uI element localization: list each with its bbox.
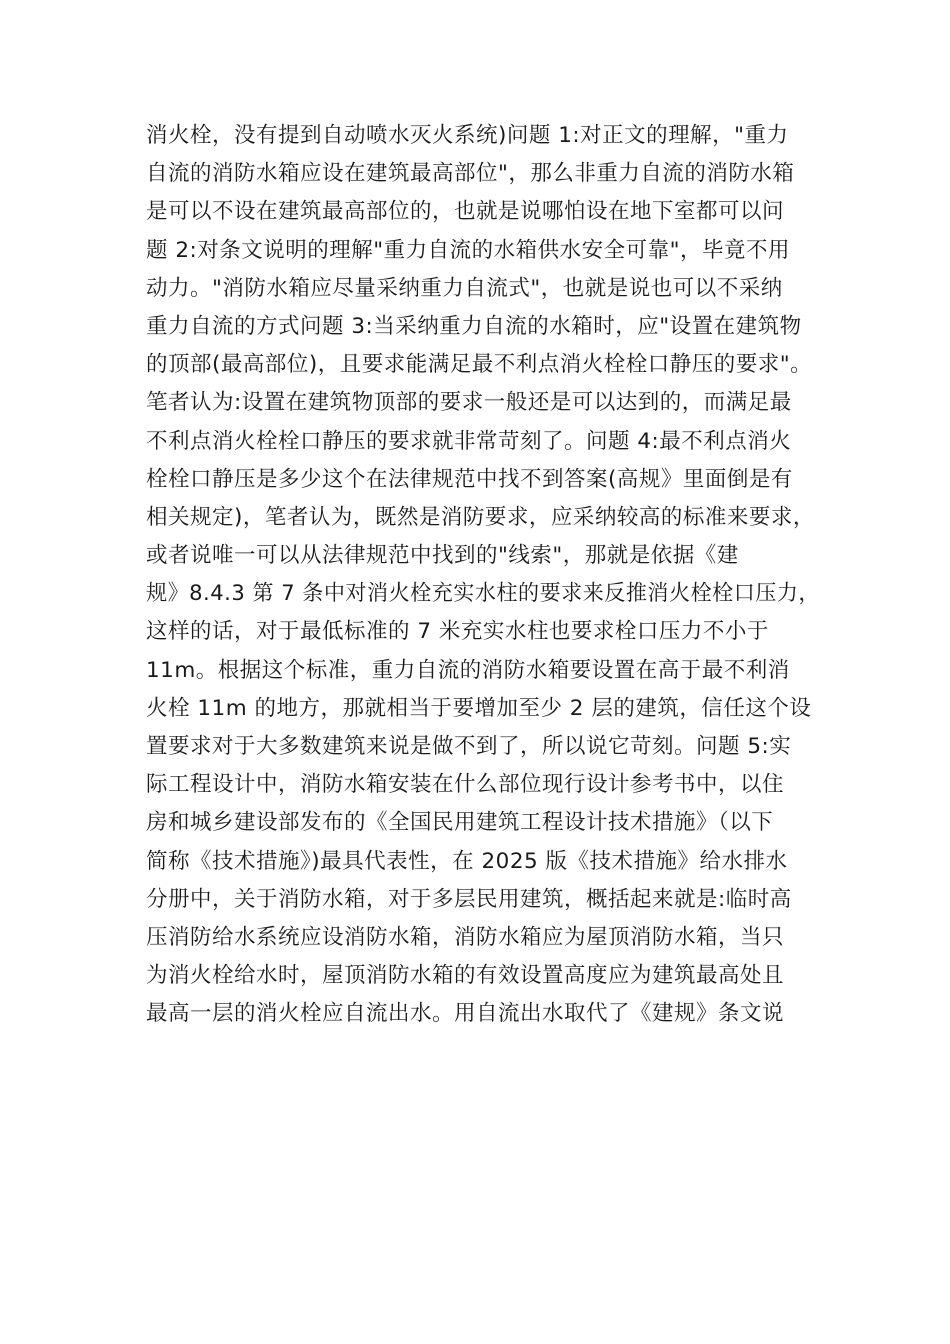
text-line: 题 2:对条文说明的理解"重力自流的水箱供水安全可靠"，毕竟不用: [146, 237, 791, 263]
text-line: 这样的话，对于最低标准的 7 米充实水柱也要求栓口压力不小于: [146, 619, 769, 645]
text-line: 置要求对于大多数建筑来说是做不到了，所以说它苛刻。问题 5:实: [146, 734, 792, 759]
body-text: [146, 117, 820, 1034]
text-line: 动力。"消防水箱应尽量采纳重力自流式"，也就是说也可以不采纳: [146, 275, 783, 301]
text-line: 火栓 11m 的地方，那就相当于要增加至少 2 层的建筑，信任这个设: [146, 695, 812, 721]
text-line: 简称《技术措施》)最具代表性，在 2025 版《技术措施》给水排水: [146, 848, 788, 874]
text-line: 11m。根据这个标准，重力自流的消防水箱要设置在高于最不利消: [146, 657, 790, 683]
text-line: 栓栓口静压是多少这个在法律规范中找不到答案(高规》里面倒是有: [146, 466, 793, 492]
text-line: 笔者认为:设置在建筑物顶部的要求一般还是可以达到的，而满足最: [146, 390, 792, 416]
text-line: 的顶部(最高部位)，且要求能满足最不利点消火栓栓口静压的要求"。: [146, 352, 813, 378]
text-line: 不利点消火栓栓口静压的要求就非常苛刻了。问题 4:最不利点消火: [146, 428, 792, 454]
text-line: 自流的消防水箱应设在建筑最高部位"，那么非重力自流的消防水箱: [146, 161, 795, 187]
text-line: 或者说唯一可以从法律规范中找到的"线索"，那就是依据《建: [146, 543, 739, 569]
text-line: 规》8.4.3 第 7 条中对消火栓充实水柱的要求来反推消火栓栓口压力，: [146, 581, 820, 607]
text-line: 相关规定)，笔者认为，既然是消防要求，应采纳较高的标准来要求，: [146, 504, 815, 530]
text-line: 最高一层的消火栓应自流出水。用自流出水取代了《建规》条文说: [146, 1001, 785, 1027]
text-line: 重力自流的方式问题 3:当采纳重力自流的水箱时，应"设置在建筑物: [146, 313, 802, 339]
text-line: 是可以不设在建筑最高部位的，也就是说哪怕设在地下室都可以问: [146, 199, 785, 225]
text-line: 压消防给水系统应设消防水箱，消防水箱应为屋顶消防水箱，当只: [146, 924, 785, 950]
text-line: 消火栓，没有提到自动喷水灭火系统)问题 1:对正文的理解，"重力: [146, 123, 789, 148]
text-line: 为消火栓给水时，屋顶消防水箱的有效设置高度应为建筑最高处且: [146, 963, 785, 989]
text-line: 房和城乡建设部发布的《全国民用建筑工程设计技术措施》（以下: [146, 810, 774, 836]
text-line: 际工程设计中，消防水箱安装在什么部位现行设计参考书中，以住: [146, 772, 785, 798]
text-line: 分册中，关于消防水箱，对于多层民用建筑，概括起来就是:临时高: [146, 886, 792, 912]
